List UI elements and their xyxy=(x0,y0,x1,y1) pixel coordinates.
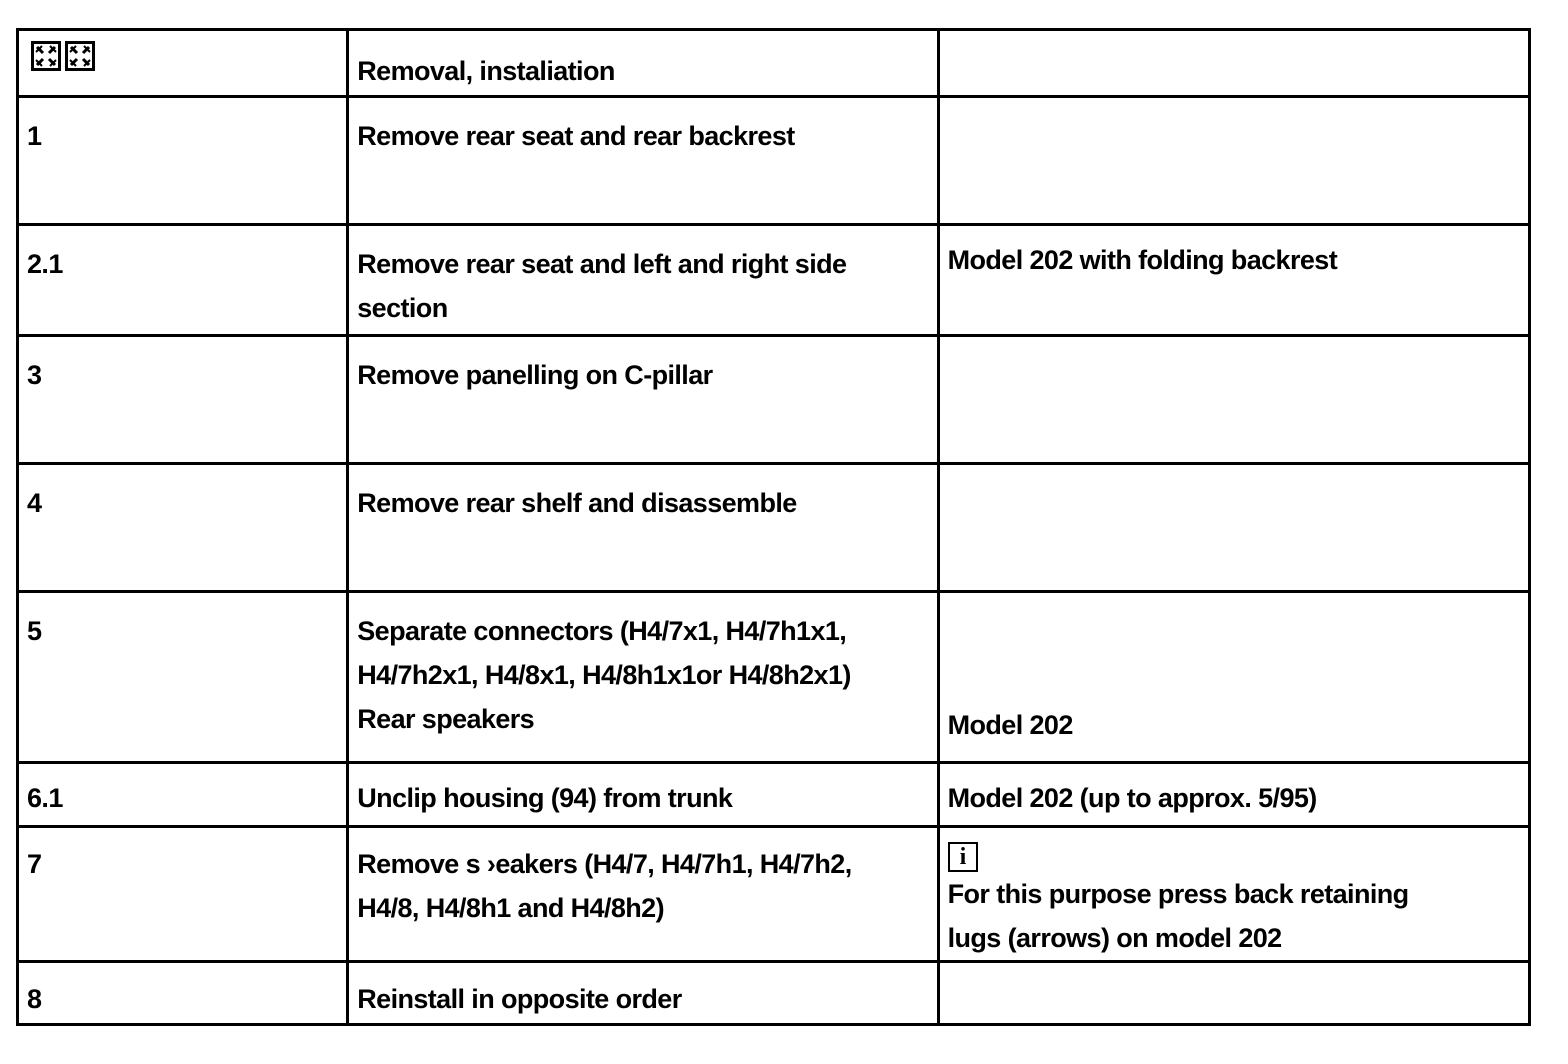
step-cell xyxy=(18,827,348,962)
action-cell xyxy=(348,592,938,763)
tool-icon xyxy=(31,41,61,71)
step-number: 1 xyxy=(27,121,42,151)
step-cell xyxy=(18,962,348,1025)
note-cell xyxy=(938,336,1529,464)
step-cell xyxy=(18,97,348,225)
table-row xyxy=(18,763,1530,827)
table-row xyxy=(18,962,1530,1025)
table-row xyxy=(18,97,1530,225)
table-header-row xyxy=(18,30,1530,97)
step-number: 6.1 xyxy=(27,783,63,813)
action-cell xyxy=(348,464,938,592)
action-text: section xyxy=(357,293,448,323)
action-text: Remove rear seat and rear backrest xyxy=(357,121,795,151)
table-row xyxy=(18,336,1530,464)
step-cell xyxy=(18,336,348,464)
step-cell xyxy=(18,763,348,827)
action-cell xyxy=(348,97,938,225)
action-text: Remove s ›eakers (H4/7, H4/7h1, H4/7h2, xyxy=(357,849,852,879)
header-action-label: Removal, instaliation xyxy=(357,56,615,86)
step-number: 4 xyxy=(27,488,42,518)
action-text: Separate connectors (H4/7x1, H4/7h1x1, xyxy=(357,616,847,646)
note-text: Model 202 (up to approx. 5/95) xyxy=(947,783,1317,813)
action-cell xyxy=(348,962,938,1025)
note-text: lugs (arrows) on model 202 xyxy=(947,923,1282,953)
note-cell xyxy=(938,763,1529,827)
action-text: H4/7h2x1, H4/8x1, H4/8h1x1or H4/8h2x1) xyxy=(357,660,851,690)
table-row xyxy=(18,464,1530,592)
step-cell xyxy=(18,592,348,763)
step-number: 8 xyxy=(27,984,42,1014)
note-text: Model 202 xyxy=(947,710,1073,740)
action-cell xyxy=(348,827,938,962)
note-cell xyxy=(938,225,1529,336)
header-step-cell xyxy=(18,30,348,97)
step-number: 2.1 xyxy=(27,249,63,279)
header-note-cell xyxy=(938,30,1529,97)
note-cell xyxy=(938,97,1529,225)
note-cell xyxy=(938,592,1529,763)
step-number: 3 xyxy=(27,360,42,390)
step-number: 5 xyxy=(27,616,42,646)
note-cell xyxy=(938,962,1529,1025)
action-cell xyxy=(348,763,938,827)
note-text: i For this purpose press back retaining xyxy=(947,844,1409,909)
note-cell xyxy=(938,827,1529,962)
tool-icon xyxy=(65,41,95,71)
header-action-cell xyxy=(348,30,938,97)
action-text: Remove rear seat and left and right side xyxy=(357,249,847,279)
table-row xyxy=(18,592,1530,763)
table-row xyxy=(18,827,1530,962)
action-subtext: Rear speakers xyxy=(357,704,535,734)
action-text: Unclip housing (94) from trunk xyxy=(357,783,733,813)
action-cell xyxy=(348,225,938,336)
note-text: Model 202 with folding backrest xyxy=(947,245,1338,275)
action-cell xyxy=(348,336,938,464)
note-cell xyxy=(938,464,1529,592)
step-cell xyxy=(18,464,348,592)
action-text: H4/8, H4/8h1 and H4/8h2) xyxy=(357,893,664,923)
action-text: Reinstall in opposite order xyxy=(357,984,682,1014)
step-number: 7 xyxy=(27,849,42,879)
step-cell xyxy=(18,225,348,336)
table-row xyxy=(18,225,1530,336)
action-text: Remove rear shelf and disassemble xyxy=(357,488,797,518)
procedure-table xyxy=(16,28,1531,1026)
action-text: Remove panelling on C-pillar xyxy=(357,360,713,390)
info-icon: i xyxy=(948,842,978,872)
